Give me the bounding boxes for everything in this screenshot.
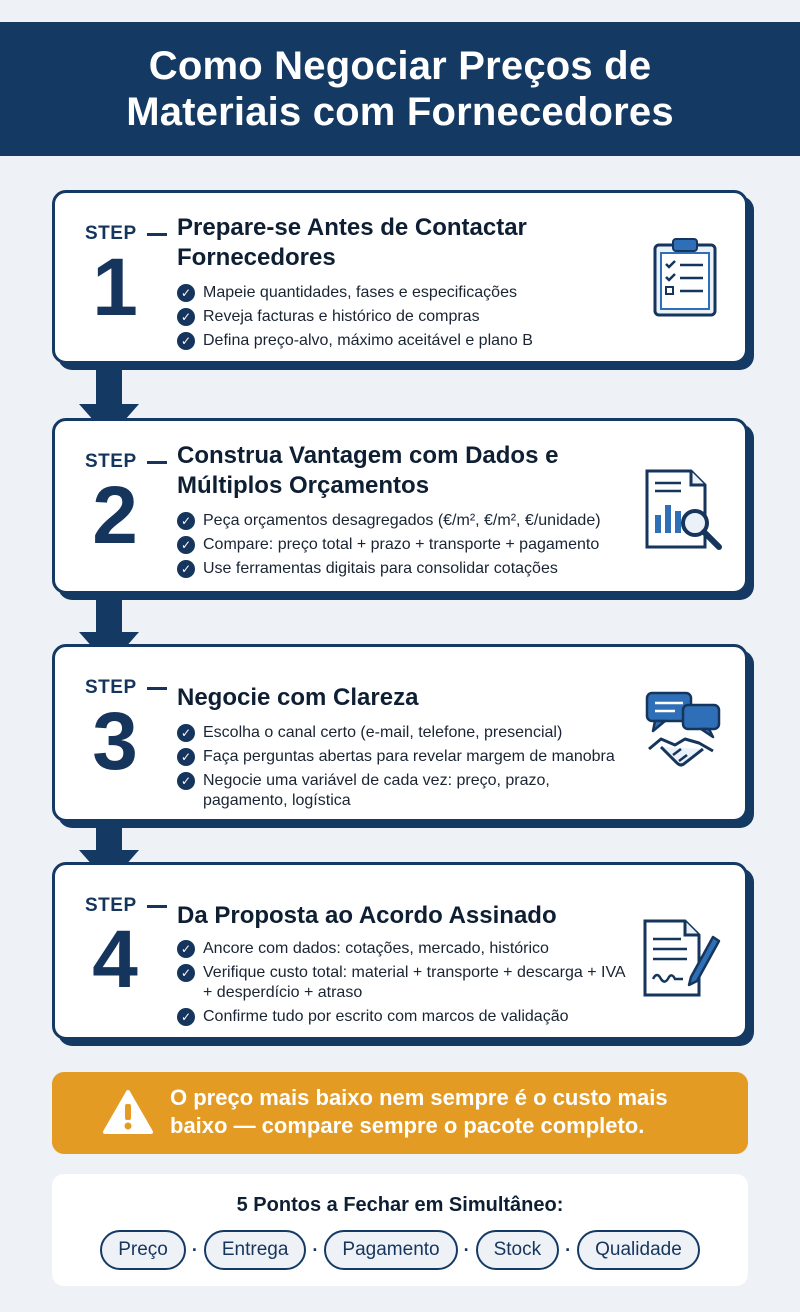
- bullet-text: Mapeie quantidades, fases e especificações: [203, 284, 517, 301]
- check-icon: ✓: [177, 284, 195, 302]
- step-label: STEP: [85, 677, 137, 698]
- summary-pills: [52, 1230, 748, 1270]
- connector-3-4: [96, 820, 122, 854]
- check-icon: ✓: [177, 308, 195, 326]
- pill-pagamento: Pagamento: [324, 1230, 457, 1270]
- bullet-text: Verifique custo total: material + transporte + descarga + IVA + desperdício + atraso: [203, 964, 625, 1001]
- step-label: STEP: [85, 451, 137, 472]
- check-icon: ✓: [177, 512, 195, 530]
- bullet-item: [177, 771, 597, 811]
- bullet-item: [177, 559, 601, 579]
- step-label: STEP: [85, 895, 137, 916]
- separator: ·: [463, 1239, 470, 1260]
- separator: ·: [191, 1239, 198, 1260]
- step-bullets: [177, 939, 647, 1031]
- step-dash: [147, 687, 167, 690]
- check-icon: ✓: [177, 940, 195, 958]
- step-label: STEP: [85, 223, 137, 244]
- step-bullets: [177, 511, 601, 583]
- bullet-item: [177, 307, 533, 327]
- check-icon: ✓: [177, 1008, 195, 1026]
- bullet-item: [177, 283, 533, 303]
- check-icon: ✓: [177, 332, 195, 350]
- bullet-text: Peça orçamentos desagregados (€/m², €/m², €/unidade): [203, 512, 601, 529]
- step-title: Construa Vantagem com Dados e Múltiplos Orçamentos: [177, 442, 559, 499]
- step-card-2: [52, 418, 748, 594]
- bullet-item: [177, 963, 637, 1003]
- step-title: Da Proposta ao Acordo Assinado: [177, 902, 557, 929]
- step-dash: [147, 905, 167, 908]
- bullet-text: Use ferramentas digitais para consolidar cotações: [203, 560, 558, 577]
- bullet-item: [177, 747, 647, 767]
- pill-qualidade: Qualidade: [577, 1230, 700, 1270]
- bullet-text: Confirme tudo por escrito com marcos de validação: [203, 1008, 569, 1025]
- warning-icon: [102, 1088, 154, 1136]
- bullet-text: Compare: preço total + prazo + transporte + pagamento: [203, 536, 600, 553]
- step-card-1: [52, 190, 748, 364]
- pill-preco: Preço: [100, 1230, 186, 1270]
- clipboard-checklist-icon: [651, 237, 719, 317]
- bullet-item: [177, 939, 647, 959]
- bullet-item: [177, 331, 533, 351]
- check-icon: ✓: [177, 560, 195, 578]
- pill-stock: Stock: [476, 1230, 560, 1270]
- step-number: 3: [92, 696, 138, 787]
- step-card-4: [52, 862, 748, 1040]
- step-title: Prepare-se Antes de Contactar Fornecedores: [177, 214, 527, 271]
- step-title: Negocie com Clareza: [177, 684, 419, 711]
- check-icon: ✓: [177, 536, 195, 554]
- step-dash: [147, 233, 167, 236]
- check-icon: ✓: [177, 724, 195, 742]
- bullet-item: [177, 535, 601, 555]
- step-number: 1: [92, 242, 138, 333]
- step-bullets: [177, 283, 533, 355]
- separator: ·: [312, 1239, 319, 1260]
- bullet-text: Negocie uma variável de cada vez: preço, prazo, pagamento, logística: [203, 772, 550, 809]
- connector-2-3: [96, 592, 122, 636]
- connector-1-2: [96, 362, 122, 408]
- summary-title: 5 Pontos a Fechar em Simultâneo:: [236, 1194, 564, 1216]
- bullet-text: Ancore com dados: cotações, mercado, histórico: [203, 940, 549, 957]
- step-card-3: [52, 644, 748, 822]
- check-icon: ✓: [177, 748, 195, 766]
- step-dash: [147, 461, 167, 464]
- bullet-text: Defina preço-alvo, máximo aceitável e plano B: [203, 332, 533, 349]
- warning-text: O preço mais baixo nem sempre é o custo mais baixo — compare sempre o pacote completo.: [170, 1085, 668, 1138]
- bullet-item: [177, 511, 601, 531]
- signed-document-icon: [641, 917, 721, 999]
- bullet-item: [177, 723, 647, 743]
- bullet-text: Faça perguntas abertas para revelar margem de manobra: [203, 748, 615, 765]
- title-line-2: Materiais com Fornecedores: [126, 90, 674, 134]
- warning-banner: [52, 1072, 748, 1154]
- step-bullets: [177, 723, 647, 815]
- bullet-text: Escolha o canal certo (e-mail, telefone, presencial): [203, 724, 563, 741]
- summary-box: [52, 1174, 748, 1286]
- check-icon: ✓: [177, 772, 195, 790]
- pill-entrega: Entrega: [204, 1230, 307, 1270]
- step-number: 2: [92, 470, 138, 561]
- check-icon: ✓: [177, 964, 195, 982]
- header-banner: [0, 22, 800, 156]
- chat-handshake-icon: [643, 691, 723, 777]
- bullet-item: [177, 1007, 647, 1027]
- report-magnifier-icon: [643, 467, 723, 553]
- step-number: 4: [92, 914, 138, 1005]
- title-line-1: Como Negociar Preços de: [148, 44, 652, 88]
- page-title: [126, 43, 674, 135]
- separator: ·: [565, 1239, 572, 1260]
- bullet-text: Reveja facturas e histórico de compras: [203, 308, 480, 325]
